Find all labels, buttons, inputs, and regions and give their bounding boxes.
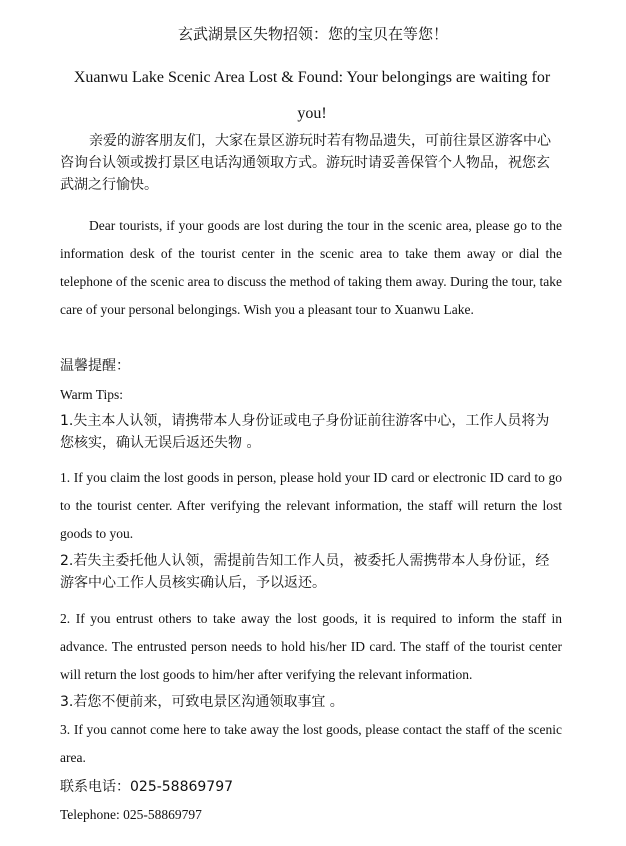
contact-english: Telephone: 025-58869797: [60, 807, 202, 822]
intro-english: Dear tourists, if your goods are lost during the tour in the scenic area, please go to the information desk of the tourist center in the scenic area to take them away or dial the telephone of the scenic area to discuss the method of taking them away. During the tour, take care of your personal belongings. Wish you a pleasant tour to Xuanwu Lake.: [60, 218, 562, 317]
tip-1-chinese: 1.失主本人认领，请携带本人身份证或电子身份证前往游客中心，工作人员将为您核实，确认无误后返还失物 。: [60, 413, 550, 451]
contact-chinese: 联系电话：025-58869797: [60, 779, 234, 795]
tip-1-english: 1. If you claim the lost goods in person, please hold your ID card or electronic ID card to go to the tourist center. After verifying the relevant information, the staff will return the lost goods to you.: [60, 470, 562, 541]
tip-3-english: 3. If you cannot come here to take away the lost goods, please contact the staff of the scenic area.: [60, 722, 562, 765]
tips-heading-english: Warm Tips:: [60, 387, 124, 402]
title-chinese: 玄武湖景区失物招领：您的宝贝在等您！: [177, 25, 448, 43]
tip-2-chinese: 2.若失主委托他人认领，需提前告知工作人员，被委托人需携带本人身份证，经游客中心工作人员核实确认后，予以返还。: [60, 553, 550, 591]
tips-heading-chinese: 温馨提醒：: [60, 358, 130, 374]
tip-2-english: 2. If you entrust others to take away the lost goods, it is required to inform the staff in advance. The entrusted person needs to hold his/her ID card. The staff of the tourist center will return the lost goods to him/her after verifying the relevant information.: [60, 611, 562, 682]
intro-chinese: 亲爱的游客朋友们，大家在景区游玩时若有物品遗失，可前往景区游客中心咨询台认领或拨打景区电话沟通领取方式。游玩时请妥善保管个人物品，祝您玄武湖之行愉快。: [60, 133, 551, 193]
tip-3-chinese: 3.若您不便前来，可致电景区沟通领取事宜 。: [60, 694, 344, 710]
title-english: Xuanwu Lake Scenic Area Lost & Found: Your belongings are waiting for you!: [73, 69, 551, 122]
